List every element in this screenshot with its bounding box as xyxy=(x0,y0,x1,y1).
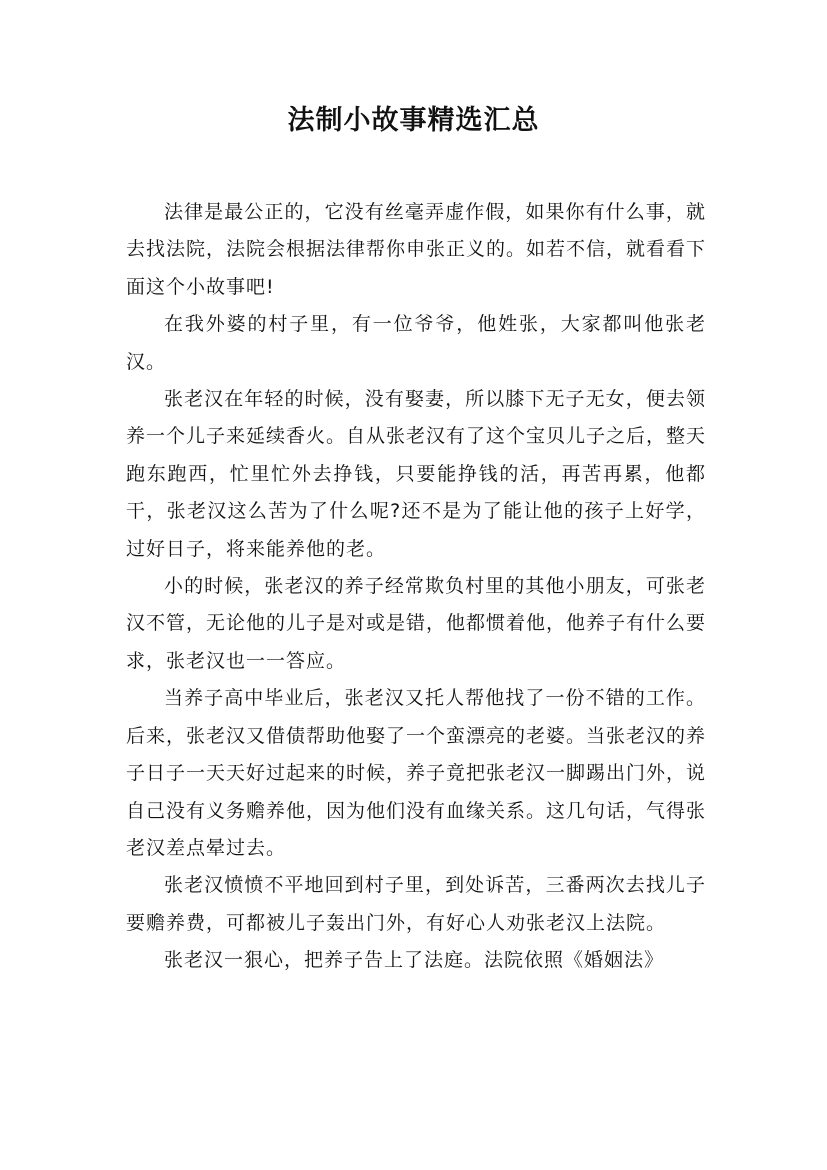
paragraph: 张老汉在年轻的时候，没有娶妻，所以膝下无子无女，便去领养一个儿子来延续香火。自从张老汉有了这个宝贝儿子之后，整天跑东跑西，忙里忙外去挣钱，只要能挣钱的活，再苦再累，他都干，张老汉这么苦为了什么呢?还不是为了能让他的孩子上好学，过好日子，将来能养他的老。 xyxy=(126,388,707,560)
paragraph: 张老汉一狠心，把养子告上了法庭。法院依照《婚姻法》 xyxy=(164,949,665,972)
document-body xyxy=(126,194,706,980)
paragraph: 张老汉愤愤不平地回到村子里，到处诉苦，三番两次去找儿子要赡养费，可都被儿子轰出门外，有好心人劝张老汉上法院。 xyxy=(126,874,706,934)
paragraph: 小的时候，张老汉的养子经常欺负村里的其他小朋友，可张老汉不管，无论他的儿子是对或是错，他都惯着他，他养子有什么要求，张老汉也一一答应。 xyxy=(126,575,707,672)
paragraph: 法律是最公正的，它没有丝毫弄虚作假，如果你有什么事，就去找法院，法院会根据法律帮你申张正义的。如若不信，就看看下面这个小故事吧! xyxy=(126,201,707,298)
paragraph: 在我外婆的村子里，有一位爷爷，他姓张，大家都叫他张老汉。 xyxy=(126,313,706,373)
document-title: 法制小故事精选汇总 xyxy=(287,105,540,136)
paragraph: 当养子高中毕业后，张老汉又托人帮他找了一份不错的工作。后来，张老汉又借债帮助他娶了一个蛮漂亮的老婆。当张老汉的养子日子一天天好过起来的时候，养子竟把张老汉一脚踢出门外，说自己没有义务赡养他，因为他们没有血缘关系。这几句话，气得张老汉差点晕过去。 xyxy=(126,687,707,859)
